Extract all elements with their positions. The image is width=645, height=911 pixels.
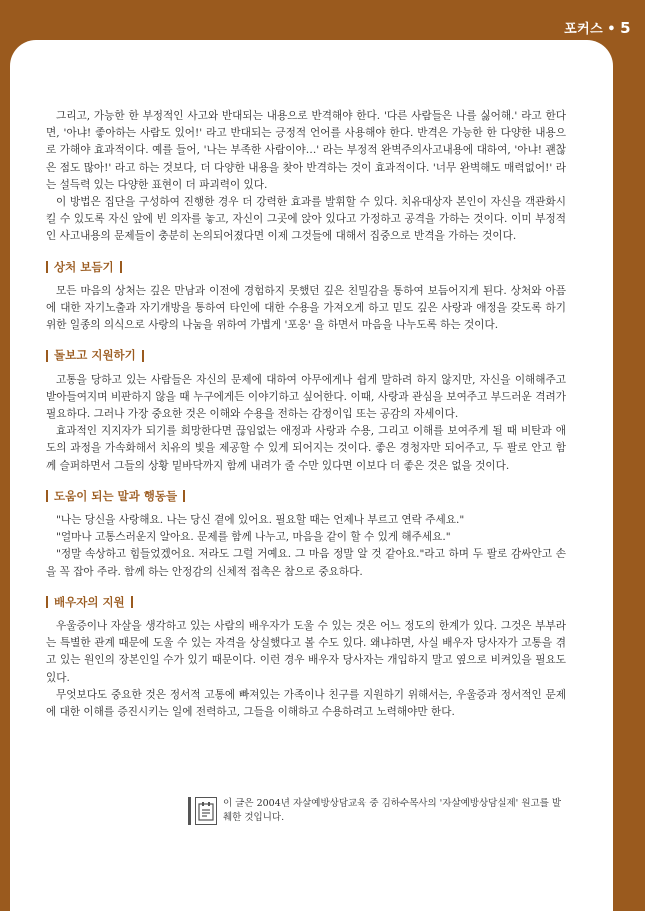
heading-bar bbox=[183, 490, 185, 502]
quotes-block bbox=[46, 512, 566, 581]
heading-bar bbox=[46, 490, 48, 502]
heading-bar bbox=[142, 350, 144, 362]
separator: • bbox=[607, 22, 617, 37]
quote-line: "나는 당신을 사랑해요. 나는 당신 곁에 있어요. 필요할 때는 언제나 부르고 연락 주세요." bbox=[56, 514, 465, 527]
section-paragraph: 우울증이나 자살을 생각하고 있는 사람의 배우자가 도울 수 있는 것은 어느 정도의 한계가 있다. 그것은 부부라는 특별한 관계 때문에 도울 수 있는 자격을 상실했다고 볼 수도 있다. 왜냐하면, 사실 배우자 당사자가 고통을 겪고 있는 원인의 장본인일 수가 있기 때문이다. 이런 경우 배우자 당사자는 개입하지 말고 옆으로 비켜있을 필요도 있다. bbox=[46, 620, 566, 684]
section-heading-healing bbox=[46, 259, 566, 276]
section-paragraph: 모든 마음의 상처는 깊은 만남과 이전에 경험하지 못했던 깊은 친밀감을 통하여 보듬어지게 된다. 상처와 아픔에 대한 자기노출과 자기개방을 통하여 타인에 대한 수용을 가져오게 하고 믿도 깊은 사랑과 애정을 갖도록 하기 위한 일종의 의식으로 사랑의 나눔을 위하여 가볍게 '포옹' 을 하면서 마음을 나누도록 하는 것이다. bbox=[46, 284, 566, 332]
section-title: 도움이 되는 말과 행동들 bbox=[54, 488, 178, 503]
notepad-icon bbox=[195, 797, 217, 825]
section-title: 상처 보듬기 bbox=[54, 259, 114, 274]
section-paragraph: 무엇보다도 중요한 것은 정서적 고통에 빠져있는 가족이나 친구를 지원하기 위해서는, 우울증과 정서적인 문제에 대한 이해를 증진시키는 일에 전력하고, 그들을 이해하고 수용하려고 노력해야만 한다. bbox=[46, 688, 566, 719]
section-title: 배우자의 지원 bbox=[54, 594, 125, 609]
footnote-text: 이 글은 2004년 자살예방상담교육 중 김하수목사의 '자살예방상담실제' 원고를 발췌한 것입니다. bbox=[223, 798, 562, 823]
heading-bar bbox=[46, 261, 48, 273]
section-heading-helpful-words bbox=[46, 488, 566, 505]
section-heading-spouse bbox=[46, 594, 566, 611]
quote-line: "정말 속상하고 힘들었겠어요. 저라도 그럴 거예요. 그 마음 정말 알 것 같아요."라고 하며 두 팔로 감싸안고 손을 꼭 잡아 주라. 함께 하는 안정감의 신체적 접촉은 참으로 중요하다. bbox=[46, 548, 566, 578]
section-title: 돌보고 지원하기 bbox=[54, 348, 136, 363]
section-heading-care bbox=[46, 347, 566, 364]
heading-bar bbox=[46, 350, 48, 362]
article-body bbox=[46, 108, 566, 721]
heading-bar bbox=[131, 596, 133, 608]
heading-bar bbox=[46, 596, 48, 608]
quote-line: "얼마나 고통스러운지 알아요. 문제를 함께 나누고, 마음을 같이 할 수 있게 해주세요." bbox=[56, 531, 451, 544]
intro-paragraph: 이 방법은 집단을 구성하여 진행한 경우 더 강력한 효과를 발휘할 수 있다. 치유대상자 본인이 자신을 객관화시킬 수 있도록 자신 앞에 빈 의자를 놓고, 자신이 그곳에 앉아 있다고 가정하고 공격을 가하는 것이다. 이미 부정적인 사고내용의 문제들이 충분히 논의되어졌다면 이제 그것들에 대해서 집중으로 반격을 가하는 것이다. bbox=[46, 196, 566, 243]
heading-bar bbox=[120, 261, 122, 273]
page-number: 5 bbox=[620, 19, 631, 37]
source-footnote bbox=[188, 797, 568, 825]
intro-paragraph: 그리고, 가능한 한 부정적인 사고와 반대되는 내용으로 반격해야 한다. '다른 사람들은 나를 싫어해.' 라고 한다면, '아냐! 좋아하는 사람도 있어!' 라고 반대되는 긍정적 언어를 사용해야 한다. 반격은 가능한 한 다양한 내용으로 가해야 효과적이다. 예를 들어, '나는 부족한 사람이야…' 라는 부정적 완벽주의사고내용에 대하여, '아냐! 괜찮은 점도 많아!' 라고 하는 것보다, 더 다양한 내용을 찾아 반격하는 것이 효과적이다. '너무 완벽해도 매력없어!' 라는 설득력 있는 다양한 표현이 더 파괴력이 있다. bbox=[46, 110, 566, 191]
section-name: 포커스 bbox=[564, 22, 604, 37]
section-paragraph: 효과적인 지지자가 되기를 희망한다면 끊임없는 애정과 사랑과 수용, 그리고 이해를 보여주게 될 때 비탄과 애도의 과정을 가속화해서 치유의 빛을 제공할 수 있게 되어지는 것이다. 좋은 경청자만 되어주고, 두 팔로 안고 함께 슬퍼하면서 그들의 상황 밑바닥까지 함께 내려가 줄 수만 있다면 이보다 더 좋은 것은 없을 것이다. bbox=[46, 425, 566, 472]
section-paragraph: 고통을 당하고 있는 사람들은 자신의 문제에 대하여 아무에게나 쉽게 말하려 하지 않지만, 자신을 이해해주고 받아들여지며 비판하지 않을 때 누구에게든 이야기하고 싶어한다. 이때, 사랑과 관심을 보여주고 부드러운 격려가 필요하다. 그러나 가장 중요한 것은 이해와 수용을 전하는 감정이입 또는 공감의 자세이다. bbox=[46, 373, 566, 421]
page-header bbox=[564, 18, 631, 37]
footnote-bar bbox=[188, 797, 191, 825]
